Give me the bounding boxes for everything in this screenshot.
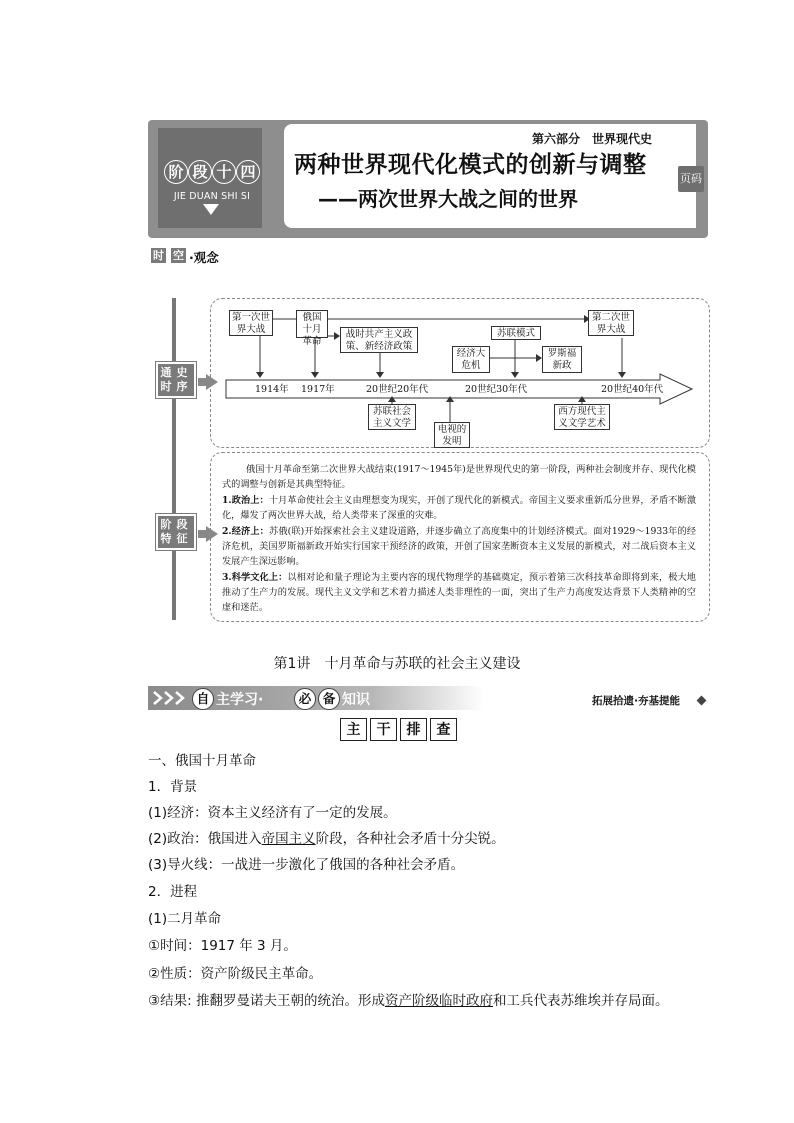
text-line: ②性质：资产阶级民主革命。 — [148, 966, 323, 982]
page-title: 两种世界现代化模式的创新与调整 — [294, 152, 647, 178]
page-subtitle: ——两次世界大战之间的世界 — [318, 187, 578, 211]
box-soviet-model: 苏联模式 — [491, 326, 541, 340]
stage-char: 段 — [188, 160, 212, 184]
side-char: 段 — [176, 518, 188, 531]
feature-label: 3.科学文化上： — [222, 572, 288, 583]
side-label-features — [156, 514, 196, 550]
text-span: 阶段，各种社会矛盾十分尖锐。 — [315, 831, 505, 847]
stage-char: 十 — [212, 160, 236, 184]
feature-text: 以相对论和量子理论为主要内容的现代物理学的基础奠定，预示着第三次科技革命即将到来，极大地推动了生产力的发展。现代主义文学和艺术着力描述人类非理性的一面，突出了生产力高度发达背景下人类精神的空虚和迷茫。 — [222, 572, 696, 613]
zhugan-char: 干 — [370, 718, 397, 741]
feature-point — [222, 570, 696, 615]
text-line: (1)经济：资本主义经济有了一定的发展。 — [148, 805, 397, 821]
side-char: 通 — [160, 366, 172, 379]
text-span: 和工兵代表苏维埃并存局面。 — [492, 993, 669, 1009]
feature-text: 十月革命使社会主义由理想变为现实，开创了现代化的新模式。帝国主义要求重新瓜分世界，矛盾不断激化，爆发了两次世界大战，给人类带来了深重的灾难。 — [222, 495, 697, 521]
box-october-revolution: 俄国十月革命 — [296, 310, 328, 338]
feature-point — [222, 493, 696, 523]
box-ww2: 第二次世界大战 — [588, 310, 634, 336]
self-study-subtitle: 拓展拾遗·夯基提能 — [592, 695, 680, 707]
self-study-char: 备 — [318, 688, 340, 710]
year-label: 1914年 — [255, 384, 289, 395]
section-tag-char: 空 — [173, 249, 184, 262]
heading-1: 一、俄国十月革命 — [148, 753, 256, 769]
underlined-term: 帝国主义 — [261, 831, 316, 847]
self-study-text: 知识 — [342, 692, 370, 708]
side-label-timeline — [156, 362, 196, 398]
text-line: (3)导火线：一战进一步激化了俄国的各种社会矛盾。 — [148, 857, 465, 873]
side-char: 特 — [160, 532, 172, 545]
section-tag-label: ·观念 — [189, 250, 219, 265]
box-ww1: 第一次世界大战 — [229, 310, 273, 336]
lecture-title: 第1讲 十月革命与苏联的社会主义建设 — [273, 656, 521, 672]
text-line — [148, 827, 505, 847]
stage-pinyin: JIE DUAN SHI SI — [173, 191, 251, 202]
box-western-modernism: 西方现代主义文学艺术 — [554, 404, 610, 430]
stage-char: 四 — [236, 160, 260, 184]
year-label: 1917年 — [301, 384, 335, 395]
zhugan-char: 查 — [430, 718, 457, 741]
zhugan-char: 主 — [340, 718, 367, 741]
side-char: 史 — [176, 366, 188, 379]
features-intro: 俄国十月革命至第二次世界大战结束(1917～1945年)是世界现代史的第一阶段，两种社会制度并存、现代化模式的调整与创新是其典型特征。 — [222, 464, 696, 490]
text-line: (1)二月革命 — [148, 911, 222, 927]
text-span: ③结果: 推翻罗曼诺夫王朝的统治。形成 — [148, 993, 385, 1009]
side-char: 序 — [176, 380, 188, 393]
feature-point — [222, 524, 696, 569]
side-char: 时 — [160, 380, 172, 393]
diagram-spine — [172, 298, 176, 620]
heading-2: 2．进程 — [148, 884, 198, 900]
self-study-char: 必 — [294, 688, 316, 710]
chevron-right-icon — [152, 690, 186, 706]
side-char: 阶 — [160, 518, 172, 531]
text-span: (2)政治：俄国进入 — [148, 831, 262, 847]
zhugan-char: 排 — [400, 718, 427, 741]
self-study-char: 自 — [192, 688, 214, 710]
stage-char: 阶 — [164, 160, 188, 184]
side-char: 征 — [176, 532, 188, 545]
self-study-text: 主学习· — [216, 692, 264, 708]
underlined-term: 资产阶级临时政府 — [384, 993, 493, 1009]
box-war-communism: 战时共产主义政策、新经济政策 — [340, 327, 418, 353]
feature-label: 1.政治上： — [222, 495, 269, 506]
box-tv-invention: 电视的发明 — [434, 422, 470, 448]
page-tab-icon: 页码 — [678, 166, 704, 192]
box-great-depression: 经济大危机 — [452, 346, 490, 373]
feature-label: 2.经济上： — [222, 526, 269, 537]
text-line: ①时间：1917 年 3 月。 — [148, 938, 297, 954]
text-line — [148, 989, 668, 1009]
box-soviet-literature: 苏联社会主义文学 — [368, 404, 416, 430]
box-new-deal: 罗斯福新政 — [542, 346, 582, 373]
heading-2: 1．背景 — [148, 779, 198, 795]
section-tag-char: 时 — [153, 249, 164, 262]
part-label: 第六部分 世界现代史 — [532, 132, 653, 146]
year-label: 20世纪40年代 — [601, 384, 664, 395]
year-label: 20世纪30年代 — [465, 384, 528, 395]
year-label: 20世纪20年代 — [366, 384, 429, 395]
triangle-icon — [203, 204, 219, 215]
feature-text: 苏俄(联)开始探索社会主义建设道路，并逐步确立了高度集中的计划经济模式。面对1929～1933年的经济危机，美国罗斯福新政开始实行国家干预经济的政策，开创了国家垄断资本主义发展的新模式，对二战后资本主义发展产生深远影响。 — [222, 526, 697, 567]
